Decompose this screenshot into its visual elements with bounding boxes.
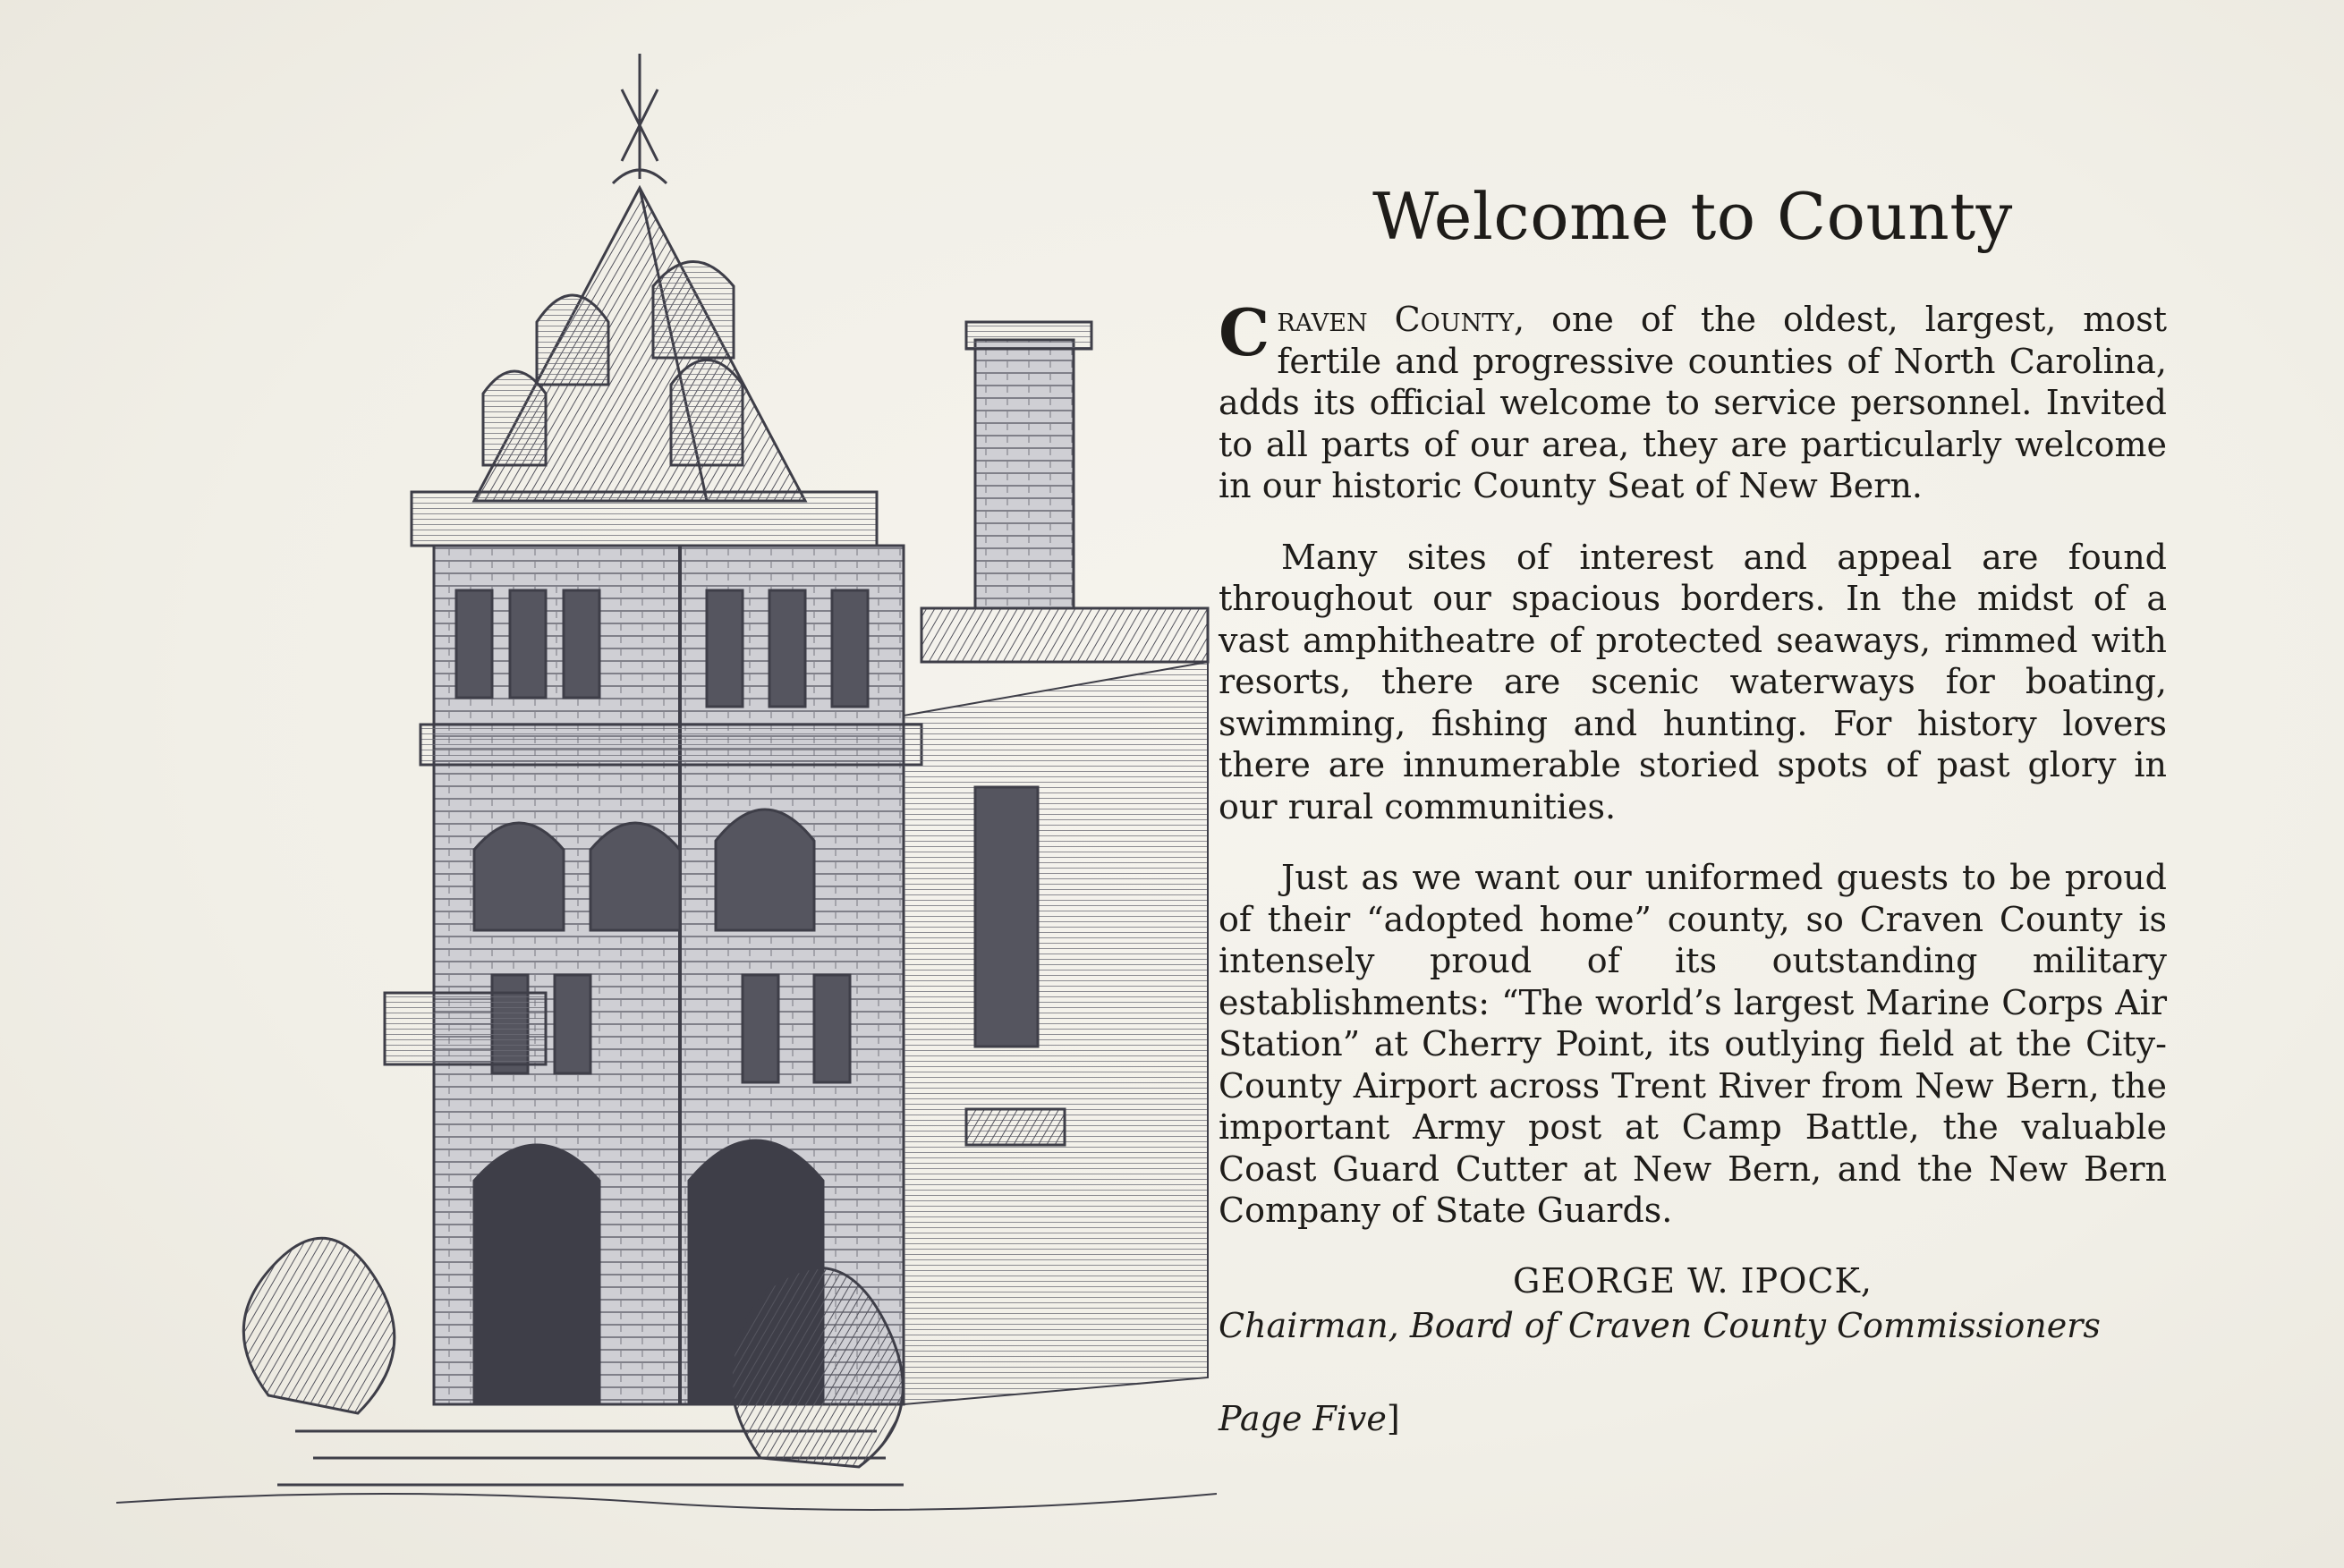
page-title: Welcome to County	[1372, 179, 2013, 254]
article	[1219, 179, 2167, 1438]
paragraph-1-text: one of the oldest, largest, most fertile and progressive counties of North Carolina, adds its official welcome to service personnel. Invited to all parts of our area, they are particularly welcome in our historic County Seat of New Bern.	[1219, 300, 2167, 505]
building-illustration	[116, 36, 1217, 1521]
paragraph-1	[1219, 294, 2167, 507]
lead-words: raven County,	[1277, 300, 1525, 339]
signature-title: Chairman, Board of Craven County Commissioners	[1219, 1305, 2101, 1345]
paragraph-3: Just as we want our uniformed guests to be proud of their “adopted home” county, so Craven County is intensely proud of its outstanding military establishments: “The world’s largest Marine Corps Air Station” at Cherry Point, its outlying field at the City-County Airport across Trent River from New Bern, the important Army post at Camp Battle, the valuable Coast Guard Cutter at New Bern, and the New Bern Company of State Guards.	[1219, 858, 2167, 1230]
page-bracket: ]	[1386, 1398, 1400, 1438]
drop-cap: C	[1219, 294, 1270, 370]
paragraph-2: Many sites of interest and appeal are found throughout our spacious borders. In the midst of a vast amphitheatre of protected seaways, rimmed with resorts, there are scenic waterways for boating, swimming, fishing and hunting. For history lovers there are innumerable storied spots of past glory in our rural communities.	[1219, 537, 2167, 826]
signature-name: GEORGE W. IPOCK,	[1513, 1260, 1873, 1301]
page-number-text: Page Five	[1219, 1398, 1387, 1438]
page-number	[1219, 1399, 2167, 1438]
